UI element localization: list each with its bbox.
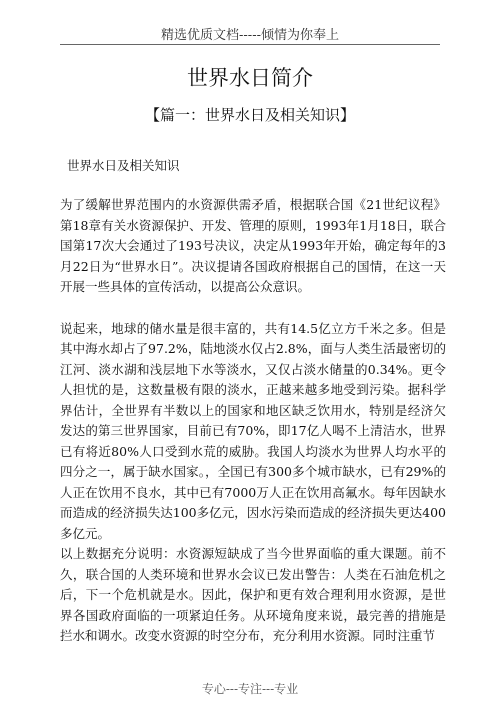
paragraph-water-statistics: 说起来，地球的储水量是很丰富的，共有14.5亿立方千米之多。但是其中海水却占了97.2%，陆地淡水仅占2.8%，面与人类生活最密切的江河、淡水湖和浅层地下水等淡水，又仅占淡水储量的0.34%。更令人担忧的是，这数量极有限的淡水，正越来越多地受到污染。据科学界估计，全世界有半数以上的国家和地区缺乏饮用水，特别是经济欠发达的第三世界国家，目前已有70%，即17亿人喝不上清洁水，世界已有将近80%人口受到水荒的威胁。我国人均淡水为世界人均水平的四分之一，属于缺水国家。，全国已有300多个城市缺水，已有29%的人正在饮用不良水，其中已有7000万人正在饮用高氟水。每年因缺水而造成的经济损失达100多亿元，因水污染而造成的经济损失更达400多亿元。 bbox=[60, 320, 446, 541]
paragraph-conclusion: 以上数据充分说明：水资源短缺成了当今世界面临的重大课题。前不久，联合国的人类环境和世界水会议已发出警告：人类在石油危机之后，下一个危机就是水。因此，保护和更有效合理利用水资源，是世界各国政府面临的一项紧迫任务。从环境角度来说，最完善的措施是拦水和调水。改变水资源的时空分布，充分利用水资源。同时注重节 bbox=[60, 546, 446, 643]
header-divider bbox=[60, 44, 440, 45]
document-title: 世界水日简介 bbox=[187, 66, 313, 90]
page-header: 精选优质文档-----倾情为你奉上 bbox=[161, 28, 339, 43]
document-body bbox=[60, 195, 446, 647]
section-heading: 世界水日及相关知识 bbox=[67, 158, 180, 173]
paragraph-spacer bbox=[60, 298, 446, 319]
document-subtitle: 【篇一：世界水日及相关知识】 bbox=[144, 106, 355, 124]
page-footer: 专心---专注---专业 bbox=[201, 682, 299, 696]
paragraph-intro: 为了缓解世界范围内的水资源供需矛盾，根据联合国《21世纪议程》第18章有关水资源保护、开发、管理的原则，1993年1月18日，联合国第17次大会通过了193号决议，决定从1993年开始，确定每年的3月22日为“世界水日”。决议提请各国政府根据自己的国情，在这一天开展一些具体的宣传活动，以提高公众意识。 bbox=[60, 197, 446, 294]
